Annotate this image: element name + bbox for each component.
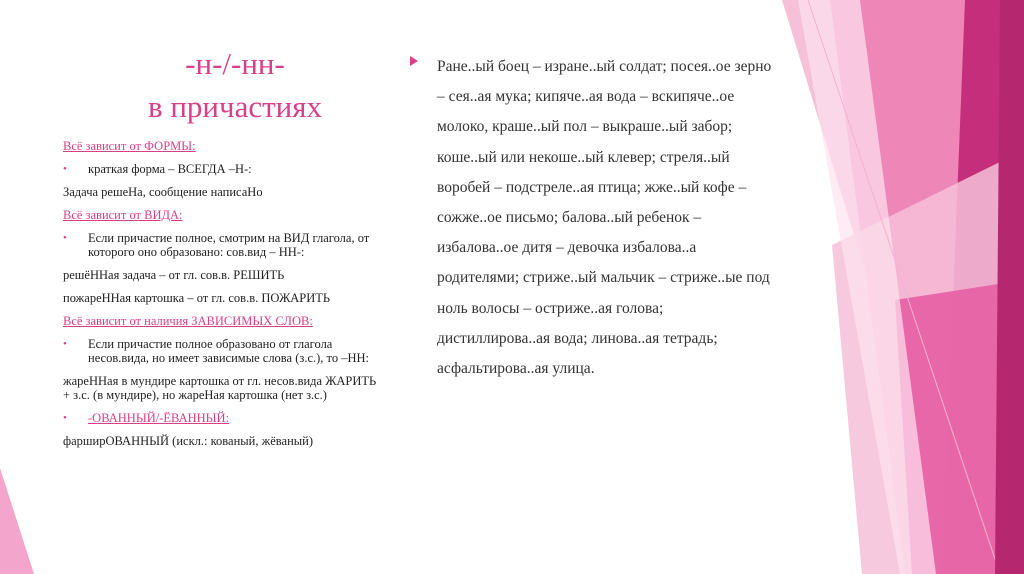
bullet-icon: • bbox=[63, 163, 67, 175]
slide-title bbox=[120, 42, 350, 128]
bullet-suffix bbox=[63, 411, 383, 425]
left-content bbox=[63, 139, 383, 457]
example-suffix: фарширОВАННЫЙ (искл.: кованый, жёваный) bbox=[63, 434, 314, 448]
arrow-bullet-icon bbox=[410, 56, 418, 66]
example-form: Задача решеНа, сообщение написаНо bbox=[63, 185, 263, 199]
bullet-icon: • bbox=[63, 338, 67, 350]
bullet-form-text: краткая форма – ВСЕГДА –Н-: bbox=[88, 162, 252, 176]
bullet-suffix-text: -ОВАННЫЙ/-ЁВАННЫЙ: bbox=[88, 411, 230, 425]
bullet-icon: • bbox=[63, 412, 67, 424]
right-content bbox=[410, 52, 775, 384]
heading-dependents: Всё зависит от наличия ЗАВИСИМЫХ СЛОВ: bbox=[63, 314, 313, 328]
slide-title-line2: в причастиях bbox=[147, 89, 323, 124]
bullet-dependents bbox=[63, 337, 383, 365]
bullet-form bbox=[63, 162, 383, 176]
example-dependents: жареННая в мундире картошка от гл. несов.вида ЖАРИТЬ + з.с. (в мундире), но жареНая картошка (нет з.с.) bbox=[63, 374, 377, 402]
slide-title-line1: -н-/-нн- bbox=[185, 46, 285, 81]
bullet-icon: • bbox=[63, 232, 67, 244]
bullet-dependents-text: Если причастие полное образовано от глагола несов.вида, но имеет зависимые слова (з.с.), то –НН: bbox=[88, 337, 369, 365]
bullet-aspect bbox=[63, 231, 383, 259]
heading-aspect: Всё зависит от ВИДА: bbox=[63, 208, 183, 222]
example-aspect-2: пожареННая картошка – от гл. сов.в. ПОЖАРИТЬ bbox=[63, 291, 331, 305]
right-dark-strip bbox=[995, 0, 1024, 574]
heading-form: Всё зависит от ФОРМЫ: bbox=[63, 139, 196, 153]
exercise-text: Ране..ый боец – изране..ый солдат; посея..ое зерно – сея..ая мука; кипяче..ая вода – вскипяче..ое молоко, краше..ый пол – выкраше..ый забор; коше..ый или некоше..ый клевер; стреля..ый воробей – подстреле..ая птица; жже..ый кофе – сожже..ое письмо; балова..ый ребенок – избалова..ое дитя – девочка избалова..а родителями; стриже..ый мальчик – стриже..ые под ноль волосы – остриже..ая голова; дистиллирова..ая вода; линова..ая тетрадь; асфальтирова..ая улица. bbox=[437, 58, 772, 378]
bullet-aspect-text: Если причастие полное, смотрим на ВИД глагола, от которого оно образовано: сов.вид – НН-: bbox=[88, 231, 370, 259]
example-aspect-1: решёННая задача – от гл. сов.в. РЕШИТЬ bbox=[63, 268, 285, 282]
left-corner-shape bbox=[0, 468, 34, 574]
